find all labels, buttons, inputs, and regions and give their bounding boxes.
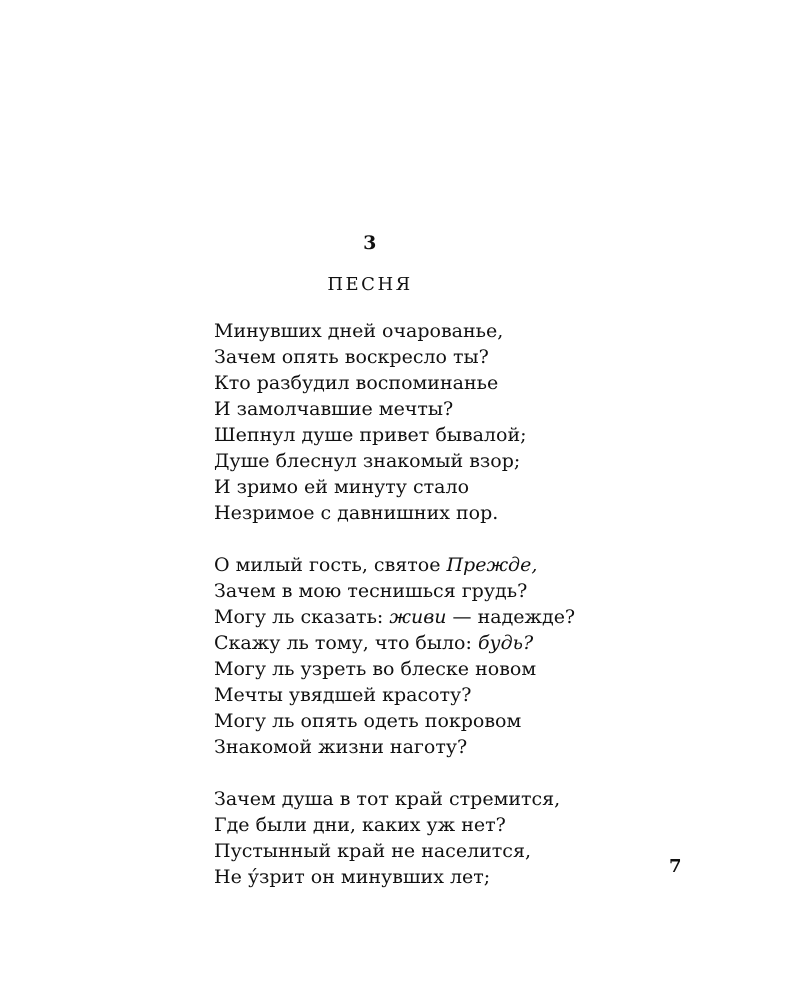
poem-line: Могу ль узреть во блеске новом: [214, 658, 537, 680]
poem-body: [214, 318, 575, 890]
italic-word: Прежде,: [446, 554, 538, 576]
poem-line: Скажу ль тому, что было: будь?: [214, 632, 534, 654]
poem-line: Минувших дней очарованье,: [214, 320, 504, 342]
stanza-1: [214, 318, 575, 526]
poem-line: Могу ль опять одеть покровом: [214, 710, 522, 732]
poem-title: ПЕСНЯ: [327, 274, 413, 295]
poem-line: Шепнул душе привет бывалой;: [214, 424, 527, 446]
poem-line: И замолчавшие мечты?: [214, 398, 454, 420]
poem-line: И зримо ей минуту стало: [214, 476, 470, 498]
poem-line: Зачем душа в тот край стремится,: [214, 788, 561, 810]
stanza-2: [214, 552, 575, 760]
poem-line: Душе блеснул знакомый взор;: [214, 450, 521, 472]
poem-line: Могу ль сказать: живи — надежде?: [214, 606, 576, 628]
poem-line: Незримое с давнишних пор.: [214, 502, 499, 524]
poem-number: 3: [363, 232, 377, 254]
italic-word: живи: [389, 606, 447, 628]
poem-line: Зачем в мою теснишься грудь?: [214, 580, 528, 602]
page-number: 7: [669, 856, 682, 877]
italic-word: будь?: [477, 632, 534, 654]
stanza-3: [214, 786, 575, 890]
poem-line: О милый гость, святое Прежде,: [214, 554, 538, 576]
poem-line: Кто разбудил воспоминанье: [214, 372, 499, 394]
poem-line: Знакомой жизни наготу?: [214, 736, 468, 758]
poem-line: Не у́зрит он минувших лет;: [214, 866, 491, 888]
poem-line: Пустынный край не населится,: [214, 840, 531, 862]
poem-line: Зачем опять воскресло ты?: [214, 346, 489, 368]
poem-line: Где были дни, каких уж нет?: [214, 814, 506, 836]
poem-line: Мечты увядшей красоту?: [214, 684, 472, 706]
